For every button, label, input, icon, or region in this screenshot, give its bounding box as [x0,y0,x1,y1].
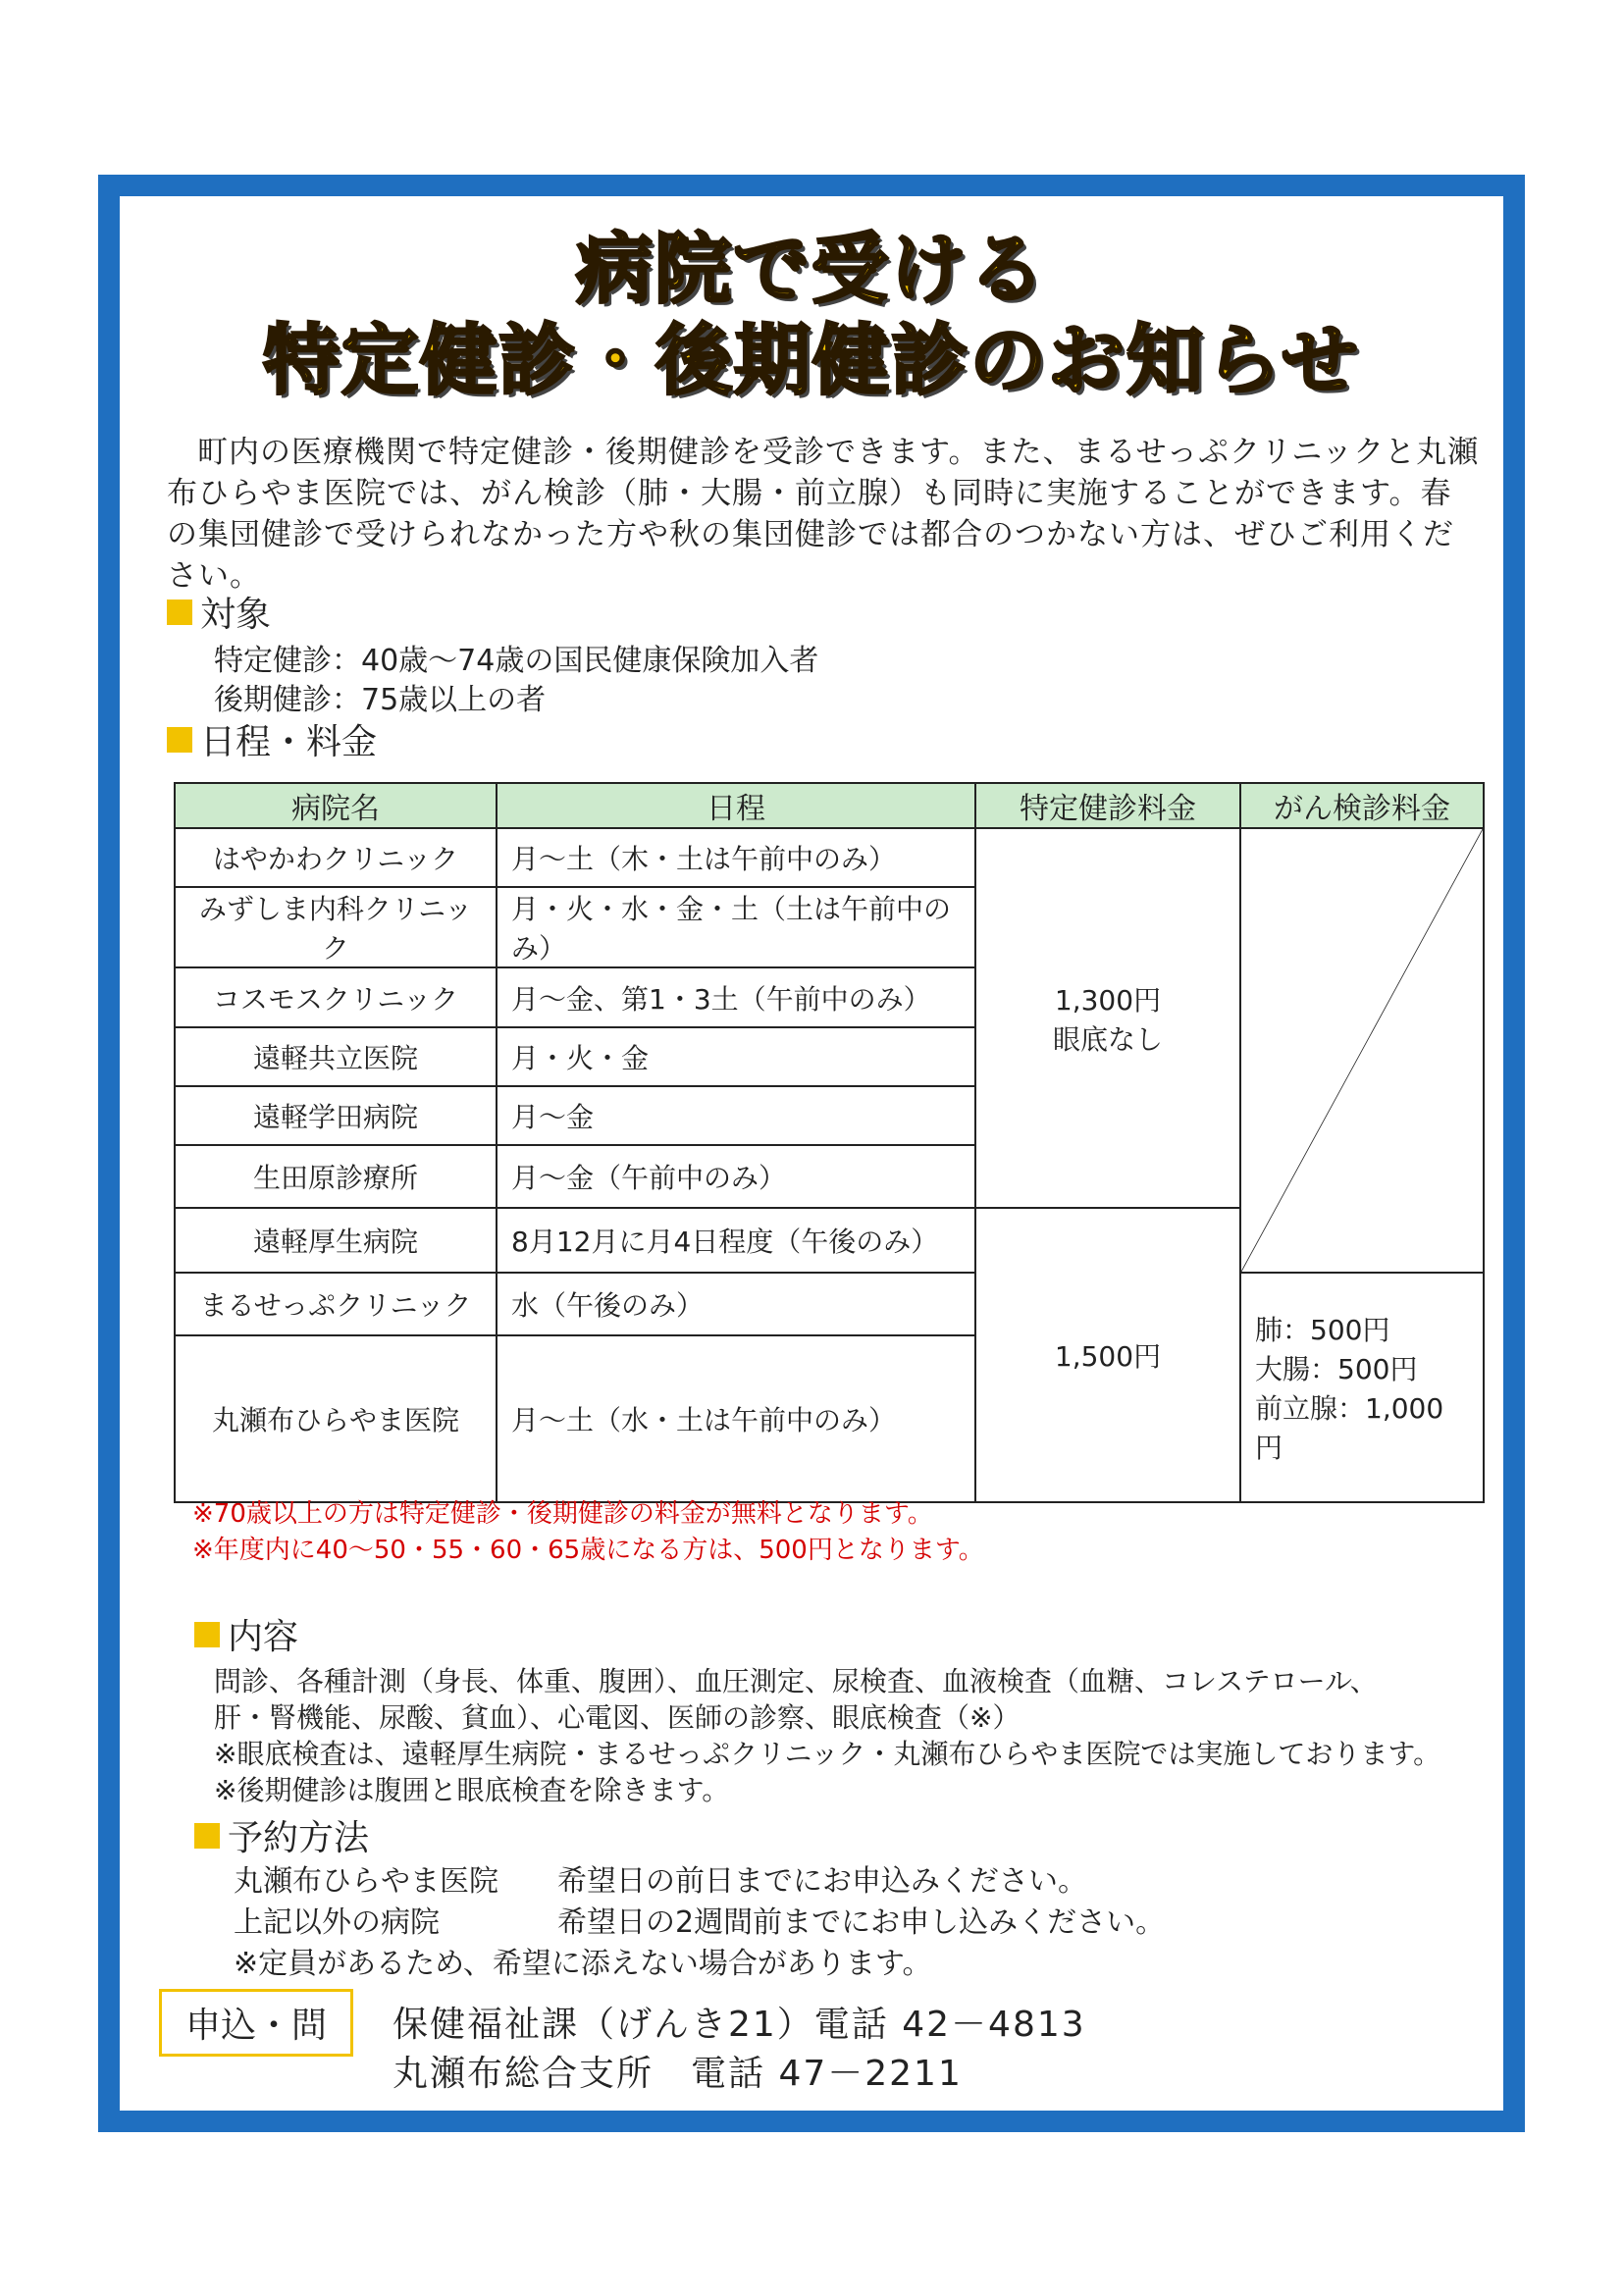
target-heading-label: 対象 [200,595,272,635]
header-schedule: 日程 [497,783,975,828]
header-cancer-fee: がん検診料金 [1240,783,1484,828]
hospital-name: 遠軽学田病院 [175,1086,497,1145]
hospital-schedule: 月・火・金 [497,1027,975,1086]
square-bullet-icon [167,600,192,625]
table-row [175,828,1484,887]
target-heading [167,587,271,637]
hospital-name: 遠軽共立医院 [175,1027,497,1086]
hospital-name: コスモスクリニック [175,967,497,1027]
hospital-schedule: 月～金 [497,1086,975,1145]
target-line-1: 特定健診：40歳～74歳の国民健康保険加入者 [214,644,819,678]
title-line1: 病院で受ける [575,226,1047,314]
hospital-name: まるせっぷクリニック [175,1273,497,1335]
reservation-row-2 [234,1903,1165,1944]
reservation-note: ※定員があるため、希望に添えない場合があります。 [234,1947,932,1981]
contact-label: 申込・問 [159,1989,353,2057]
cancer-fee-lung: 肺：500円 [1255,1314,1390,1346]
reservation-heading [194,1810,369,1860]
contact-line-2: 丸瀬布総合支所 電話 47－2211 [393,2054,963,2094]
hospital-name: 遠軽厚生病院 [175,1208,497,1273]
title-line2: 特定健診・後期健診のお知らせ [263,317,1360,405]
diagonal-slash-icon [1241,829,1483,1272]
content-heading [194,1609,298,1659]
fee-group-1 [975,828,1240,1208]
reservation-label: 上記以外の病院 [234,1905,440,1940]
hospital-schedule: 月～土（水・土は午前中のみ） [497,1335,975,1502]
hospital-schedule: 月～金（午前中のみ） [497,1145,975,1208]
hospital-schedule: 8月12月に月4日程度（午後のみ） [497,1208,975,1273]
content-line-1: 問診、各種計測（身長、体重、腹囲）、血圧測定、尿検査、血液検査（血糖、コレステロール、 [214,1665,1378,1697]
fee-group-1-note: 眼底なし [1052,1022,1163,1056]
reservation-row-1 [234,1861,1165,1903]
reservation-detail: 希望日の前日までにお申込みください。 [557,1864,1087,1899]
hospital-schedule: 水（午後のみ） [497,1273,975,1335]
cancer-fee-na [1240,828,1484,1273]
reservation-detail: 希望日の2週間前までにお申し込みください。 [557,1905,1166,1940]
reservation-text [234,1861,1165,1985]
table-row [175,1273,1484,1335]
content-line-2: 肝・腎機能、尿酸、貧血）、心電図、医師の診察、眼底検査（※） [214,1701,1021,1734]
fee-note-2: ※年度内に40～50・55・60・65歳になる方は、500円となります。 [192,1536,984,1565]
square-bullet-icon [167,727,192,753]
table-header-row [175,783,1484,828]
content-heading-label: 内容 [228,1617,299,1657]
content-line-3: ※眼底検査は、遠軽厚生病院・まるせっぷクリニック・丸瀬布ひらやま医院では実施しております。 [214,1738,1441,1770]
cancer-fee-list [1240,1273,1484,1502]
fee-note-1: ※70歳以上の方は特定健診・後期健診の料金が無料となります。 [192,1499,933,1529]
fee-notes [192,1496,984,1569]
content-text [214,1663,1509,1808]
hospital-name: 丸瀬布ひらやま医院 [175,1335,497,1502]
schedule-heading [167,714,377,764]
square-bullet-icon [194,1823,220,1849]
contact-line-1: 保健福祉課（げんき21）電話 42－4813 [393,2005,1086,2045]
content-line-4: ※後期健診は腹囲と眼底検査を除きます。 [214,1774,730,1806]
hospital-schedule: 月・火・水・金・土（土は午前中のみ） [497,887,975,967]
fee-group-2: 1,500円 [975,1208,1240,1502]
target-line-2: 後期健診：75歳以上の者 [214,683,547,717]
hospital-schedule: 月～金、第1・3土（午前中のみ） [497,967,975,1027]
intro-paragraph: 町内の医療機関で特定健診・後期健診を受診できます。また、まるせっぷクリニックと丸瀬布ひらやま医院では、がん検診（肺・大腸・前立腺）も同時に実施することができます。春の集団健診で受けられなかった方や秋の集団健診では都合のつかない方は、ぜひご利用ください。 [167,435,1480,594]
hospital-name: はやかわクリニック [175,828,497,887]
reservation-heading-label: 予約方法 [228,1818,370,1858]
hospital-name: みずしま内科クリニック [175,887,497,967]
header-hospital: 病院名 [175,783,497,828]
fee-group-1-price: 1,300円 [1054,983,1162,1017]
hospital-name: 生田原診療所 [175,1145,497,1208]
header-checkup-fee: 特定健診料金 [975,783,1240,828]
hospital-schedule: 月～土（木・土は午前中のみ） [497,828,975,887]
cancer-fee-prostate: 前立腺：1,000円 [1255,1392,1444,1464]
reservation-label: 丸瀬布ひらやま医院 [234,1864,498,1899]
cancer-fee-colon: 大腸：500円 [1255,1353,1418,1385]
schedule-heading-label: 日程・料金 [200,722,378,762]
square-bullet-icon [194,1622,220,1647]
intro-text [167,432,1482,597]
schedule-table [174,782,1485,1503]
